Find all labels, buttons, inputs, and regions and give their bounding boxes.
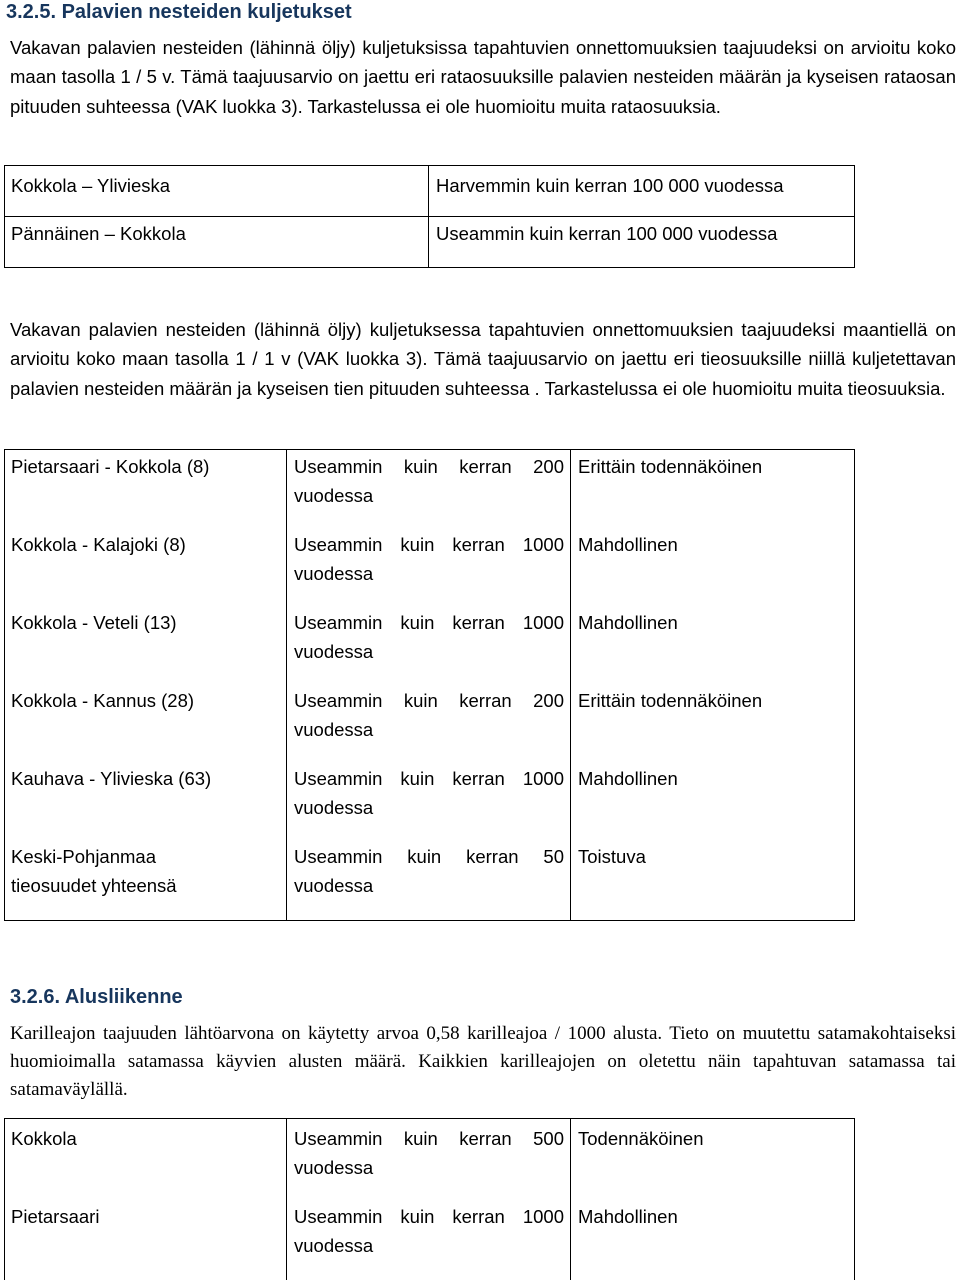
port-name-cell: Pietarsaari — [11, 1206, 100, 1227]
road-frequency-cell: Useammin kuin kerran 50 vuodessa — [294, 846, 564, 896]
rail-accident-table — [4, 165, 855, 268]
road-likelihood-cell: Toistuva — [578, 846, 646, 867]
road-likelihood-cell: Erittäin todennäköinen — [578, 456, 763, 477]
port-name-cell: Kokkola — [11, 1128, 77, 1149]
road-likelihood-cell: Mahdollinen — [578, 768, 678, 789]
port-likelihood-cell: Todennäköinen — [578, 1128, 704, 1149]
road-frequency-cell: Useammin kuin kerran 1000 vuodessa — [294, 534, 564, 584]
ship-intro-paragraph: Karilleajon taajuuden lähtöarvona on käytetty arvoa 0,58 karilleajoa / 1000 alusta. Tieto on muutettu satamakohtaiseksi huomioimalla satamassa käyvien alusten määrä. Kaikkien karilleajojen on oletettu näin tapahtuvan satamassa tai satamaväylällä. — [10, 1023, 956, 1100]
rail-route-cell: Pännäinen – Kokkola — [11, 223, 186, 244]
rail-route-cell: Kokkola – Ylivieska — [11, 175, 171, 196]
port-frequency-cell: Useammin kuin kerran 500 vuodessa — [294, 1128, 564, 1178]
road-likelihood-cell: Mahdollinen — [578, 534, 678, 555]
road-frequency-cell: Useammin kuin kerran 1000 vuodessa — [294, 768, 564, 818]
road-route-cell: Kauhava - Ylivieska (63) — [11, 768, 212, 789]
road-frequency-cell: Useammin kuin kerran 1000 vuodessa — [294, 612, 564, 662]
road-accident-table — [4, 449, 855, 921]
road-route-cell: Keski-Pohjanmaa tieosuudet yhteensä — [11, 846, 177, 896]
road-frequency-cell: Useammin kuin kerran 200 vuodessa — [294, 690, 564, 740]
road-frequency-cell: Useammin kuin kerran 200 vuodessa — [294, 456, 564, 506]
port-frequency-cell: Useammin kuin kerran 1000 vuodessa — [294, 1206, 564, 1256]
section-heading-3-2-6: 3.2.6. Alusliikenne — [10, 986, 183, 1008]
rail-frequency-cell: Useammin kuin kerran 100 000 vuodessa — [436, 223, 778, 244]
port-likelihood-cell: Mahdollinen — [578, 1206, 678, 1227]
section-heading-3-2-5: 3.2.5. Palavien nesteiden kuljetukset — [6, 1, 352, 23]
road-intro-paragraph: Vakavan palavien nesteiden (lähinnä öljy) kuljetuksessa tapahtuvien onnettomuuksien taajuudeksi maantiellä on arvioitu koko maan tasolla 1 / 1 v (VAK luokka 3). Tämä taajuusarvio on jaettu eri tieosuuksille niillä kuljetettavan palavien nesteiden määrän ja kyseisen tien pituuden suhteessa . Tarkastelussa ei ole huomioitu muita tieosuuksia. — [10, 319, 956, 399]
road-likelihood-cell: Mahdollinen — [578, 612, 678, 633]
rail-frequency-cell: Harvemmin kuin kerran 100 000 vuodessa — [436, 175, 784, 196]
rail-intro-paragraph: Vakavan palavien nesteiden (lähinnä öljy) kuljetuksissa tapahtuvien onnettomuuksien taajuudeksi on arvioitu koko maan tasolla 1 / 5 v. Tämä taajuusarvio on jaettu eri rataosuuksille palavien nesteiden määrän ja kyseisen rataosan pituuden suhteessa (VAK luokka 3). Tarkastelussa ei ole huomioitu muita rataosuuksia. — [10, 37, 956, 117]
road-route-cell: Kokkola - Kalajoki (8) — [11, 534, 186, 555]
port-accident-table — [4, 1118, 855, 1280]
road-route-cell: Pietarsaari - Kokkola (8) — [11, 456, 210, 477]
road-route-cell: Kokkola - Veteli (13) — [11, 612, 177, 633]
road-route-cell: Kokkola - Kannus (28) — [11, 690, 195, 711]
road-likelihood-cell: Erittäin todennäköinen — [578, 690, 763, 711]
